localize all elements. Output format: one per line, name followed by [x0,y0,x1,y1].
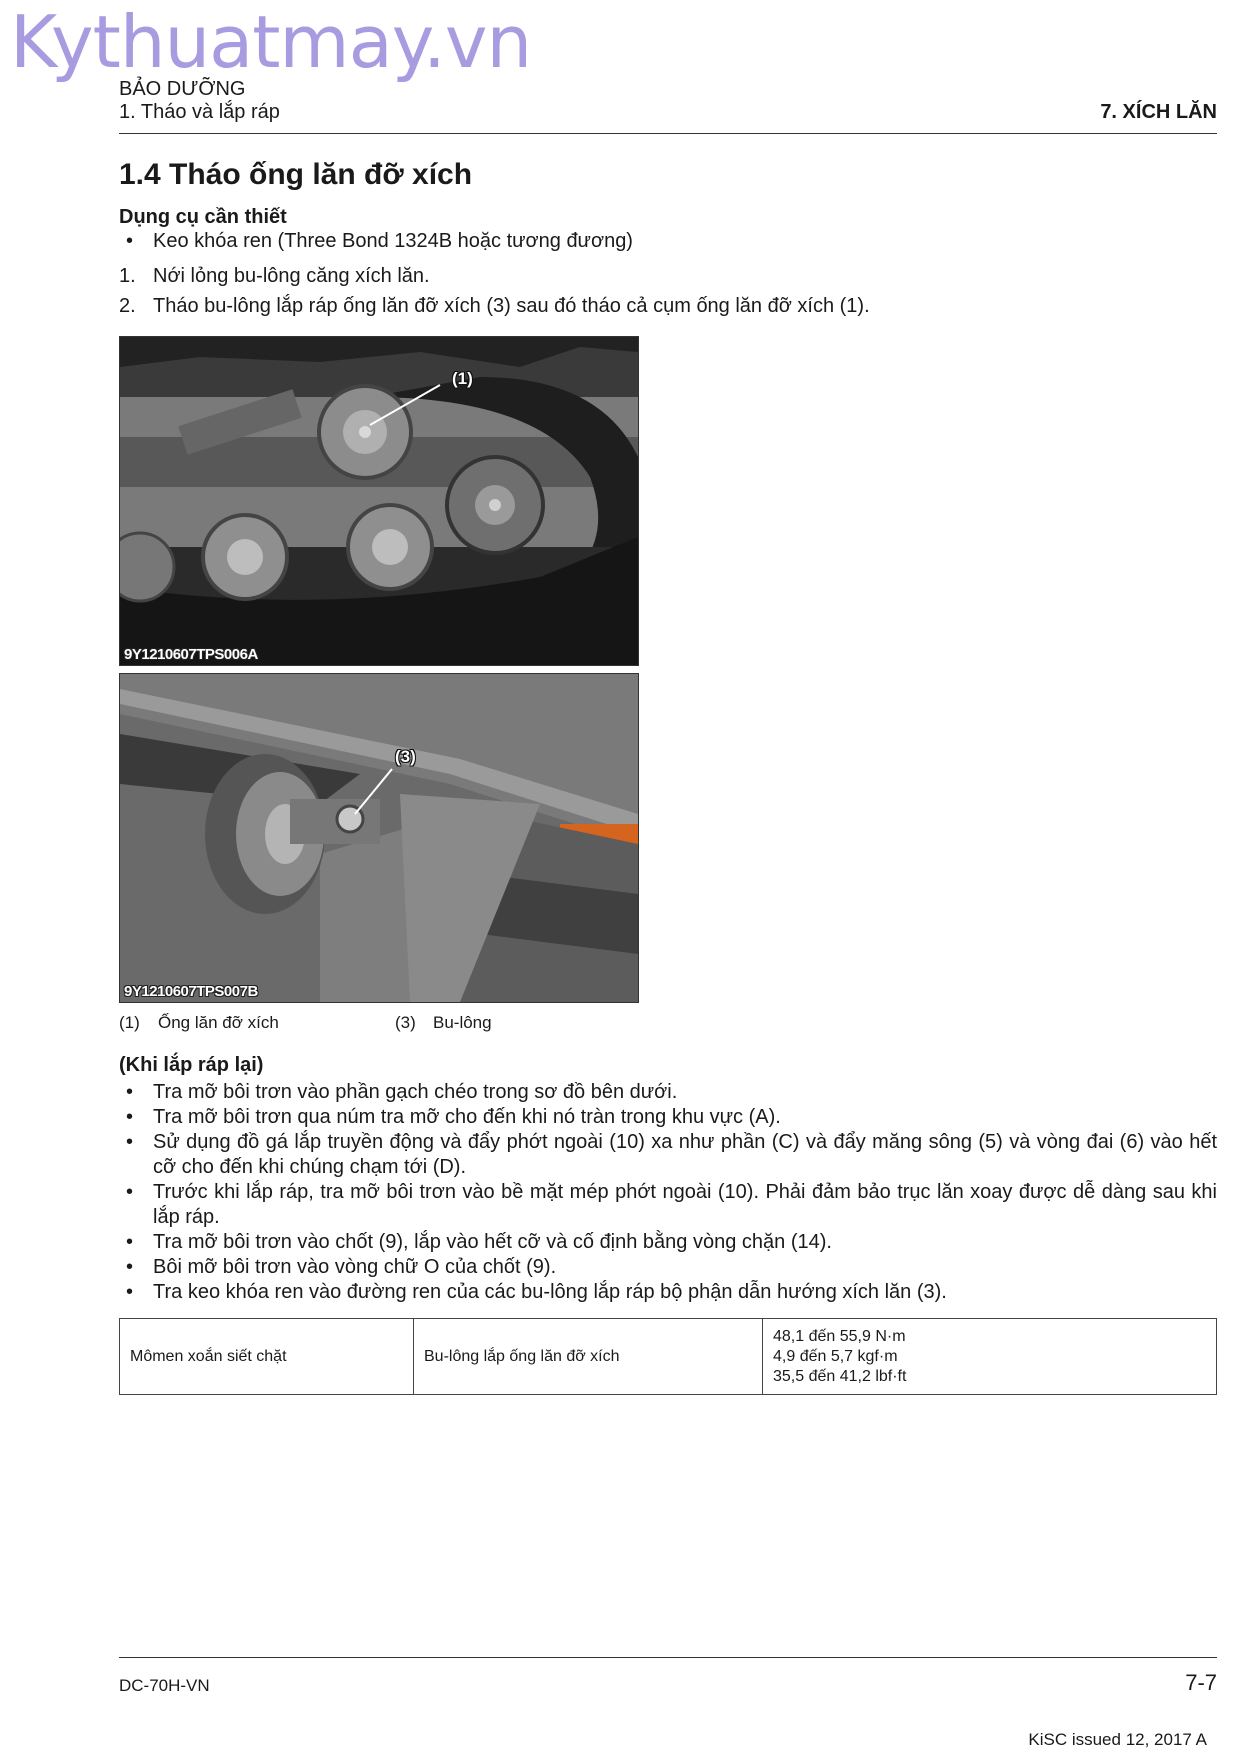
bullet-icon: • [126,230,134,252]
torque-item-cell: Bu-lông lắp ống lăn đỡ xích [414,1319,763,1395]
watermark: Kythuatmay.vn [10,0,532,84]
photo-code: 9Y1210607TPS006A [124,646,258,663]
step-number: 2. [119,295,136,317]
reassembly-bullet: Sử dụng đồ gá lắp truyền động và đẩy phớt ngoài (10) xa như phần (C) và đẩy măng sông (5) và vòng đai (6) vào hết cỡ cho đến khi chúng chạm tới (D). [153,1131,1217,1178]
torque-label-cell: Mômen xoắn siết chặt [120,1319,414,1395]
reassembly-bullet: Bôi mỡ bôi trơn vào vòng chữ O của chốt (9). [153,1256,557,1278]
torque-value: 48,1 đến 55,9 N·m [773,1327,906,1345]
header-divider [119,133,1217,134]
photo-illustration [120,337,638,665]
callout-label: (3) [395,747,416,766]
bullet-icon: • [126,1106,134,1128]
caption-text: Bu-lông [433,1013,492,1032]
reassembly-heading: (Khi lắp ráp lại) [119,1054,264,1076]
page-number: 7-7 [1185,1670,1217,1695]
bullet-icon: • [126,1231,134,1253]
bullet-icon: • [126,1256,134,1278]
header-subsection: 1. Tháo và lắp ráp [119,101,280,123]
reassembly-bullet: Tra mỡ bôi trơn vào chốt (9), lắp vào hết cỡ và cố định bằng vòng chặn (14). [153,1231,832,1253]
torque-value: 4,9 đến 5,7 kgf·m [773,1347,898,1365]
photo-code: 9Y1210607TPS007B [124,983,258,1000]
tools-heading: Dụng cụ cần thiết [119,206,287,228]
doc-code: DC-70H-VN [119,1676,210,1695]
caption-num: (3) [395,1013,416,1032]
torque-values-cell [763,1319,1217,1395]
step-text: Nới lỏng bu-lông căng xích lăn. [153,265,430,287]
photo-mounting-bolt [119,673,639,1003]
torque-value: 35,5 đến 41,2 lbf·ft [773,1367,907,1385]
page-title: 1.4 Tháo ống lăn đỡ xích [119,158,473,191]
caption-num: (1) [119,1013,140,1032]
bullet-icon: • [126,1281,134,1303]
step-text: Tháo bu-lông lắp ráp ống lăn đỡ xích (3) sau đó tháo cả cụm ống lăn đỡ xích (1). [153,295,870,317]
photo-carrier-roller [119,336,639,666]
reassembly-bullet: Tra mỡ bôi trơn qua núm tra mỡ cho đến khi nó tràn trong khu vực (A). [153,1106,781,1128]
reassembly-bullet: Trước khi lắp ráp, tra mỡ bôi trơn vào bề mặt mép phớt ngoài (10). Phải đảm bảo trục lăn xoay được dễ dàng sau khi lắp ráp. [153,1181,1217,1228]
table-row [120,1319,1217,1395]
header-chapter: 7. XÍCH LĂN [1100,101,1217,123]
tools-item: Keo khóa ren (Three Bond 1324B hoặc tương đương) [153,230,633,252]
torque-table [119,1318,1217,1395]
bullet-icon: • [126,1181,134,1203]
bullet-icon: • [126,1081,134,1103]
issued-note: KiSC issued 12, 2017 A [1028,1730,1207,1749]
reassembly-bullet: Tra keo khóa ren vào đường ren của các bu-lông lắp ráp bộ phận dẫn hướng xích lăn (3). [153,1281,947,1303]
reassembly-bullet: Tra mỡ bôi trơn vào phần gạch chéo trong sơ đồ bên dưới. [153,1081,678,1103]
caption-text: Ống lăn đỡ xích [158,1013,279,1032]
photo-illustration [120,674,638,1002]
step-number: 1. [119,265,136,287]
bullet-icon: • [126,1131,134,1153]
header-section: BẢO DƯỠNG [119,78,246,100]
footer-divider [119,1657,1217,1658]
callout-label: (1) [452,369,473,388]
